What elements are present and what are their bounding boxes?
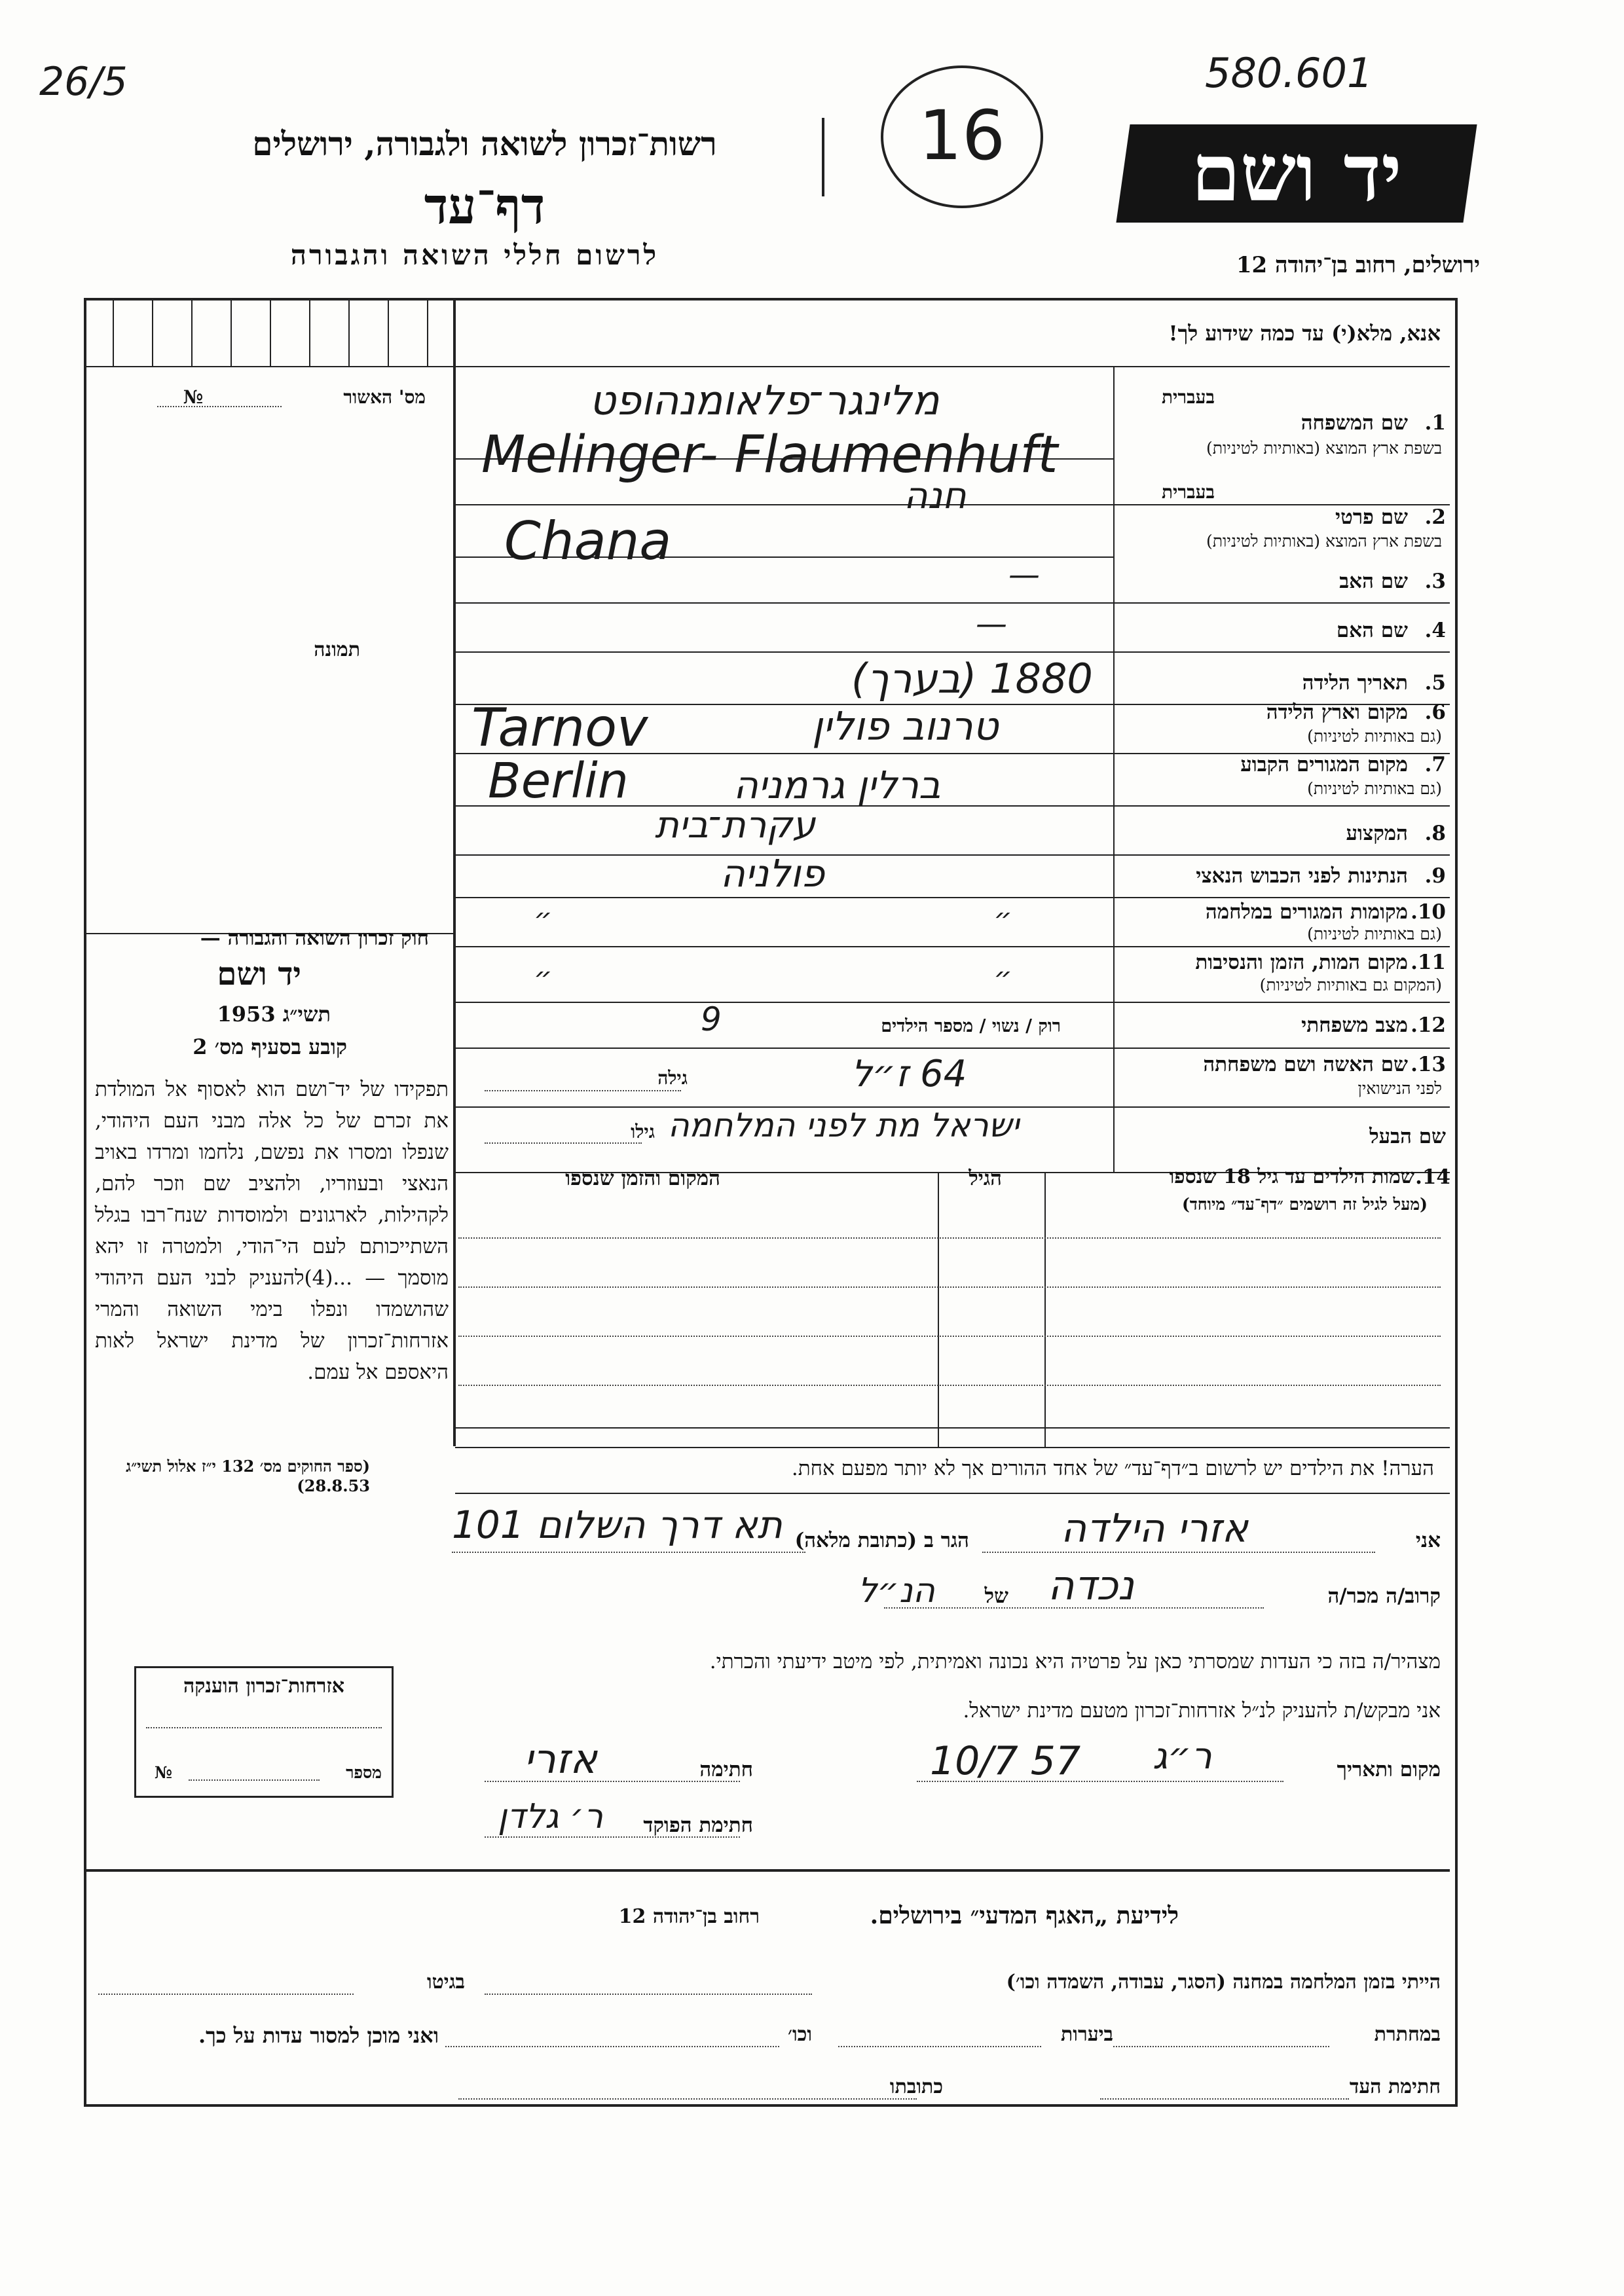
children-num: 14. (1415, 1165, 1450, 1189)
field-1-label: שם המשפחה (1301, 411, 1408, 435)
field-12-inline: רוק / נשוי / מספר הילדים (881, 1016, 1061, 1036)
logo-text: יד ושם (1191, 127, 1402, 219)
decl-relation: נכדה (1048, 1561, 1134, 1609)
law-title: חוק זכרון השואה והגבורה — (200, 926, 429, 950)
decl-of-value: הנ״ל (858, 1571, 935, 1611)
law-body: תפקידו של יד־ושם הוא לאסוף אל המולדת את זכרם של כל אלה מבני העם היהודי, שנפלו ומסרו את נפשם, נלחמו ומרדו באויב הנאצי ובעוזריו, ולהציב שם וזכר להם, לקהילות, לארגונים ולמוסדות שנח־רבו בגלל השתייכותם לעם הי־הודי, ולמטרה זו יהא מוסמך — ...(4)להעניק לבני העם היהודי שהושמדו ונפלו בימי השואה והמרי אזרחות־זכרון של מדינת ישראל לאות היאספם אל עמם. (95, 1078, 449, 1384)
decl-place: ר״ג (1153, 1735, 1212, 1777)
field-6-value-lat: Tarnov (471, 697, 648, 758)
address: ירושלים, רחוב בן־יהודה 12 (1236, 252, 1480, 278)
photo-label: תמונה (314, 638, 360, 661)
form-title: דף־עד (424, 177, 545, 235)
field-7-value-heb: ברלין גרמניה (733, 763, 941, 807)
bottom-line2-underground: במחתרת (1374, 2023, 1441, 2046)
instruction: אנא, מלא(י) עד כמה שידוע לך! (1168, 321, 1441, 346)
field-8-value: עקרת־בית (655, 804, 816, 847)
bottom-address: רחוב בן־יהודה 12 (618, 1905, 760, 1928)
field-4-num: 4. (1424, 619, 1446, 642)
citizenship-box (134, 1666, 394, 1798)
field-6-value-heb: טרנוב פולין (812, 704, 999, 750)
field-5-num: 5. (1424, 671, 1446, 695)
field-1-num: 1. (1424, 411, 1446, 435)
decl-name: אזרי הילדה (1061, 1506, 1248, 1552)
decl-signature: אזרי (524, 1735, 597, 1783)
bottom-line2-forests: ביערות (1060, 2023, 1113, 2046)
field-8-label: המקצוע (1346, 822, 1408, 845)
field-13-label: שם האשה ושם משפחתה (1203, 1053, 1408, 1076)
field-2-label: שם פרטי (1335, 505, 1408, 529)
field-10-label: מקומות המגורים במלחמה (1205, 900, 1408, 924)
field-11-label: מקום המות, הזמן והנסיבות (1195, 951, 1408, 974)
husband-value: ישראל מת לפני המלחמה (668, 1106, 1020, 1144)
right-code-note: 580.601 (1205, 49, 1373, 97)
citizenship-label: אזרחות־זכרון הוענקה (183, 1675, 345, 1698)
field-13-value: 64 ז״ל (851, 1053, 967, 1095)
field-10-sub: (גם באותיות לטיניות) (1307, 924, 1442, 943)
tick-strip (86, 301, 453, 366)
decl-signature-label: חתימה (699, 1758, 753, 1781)
law-org: יד ושם (217, 956, 301, 993)
bottom-title: לידיעת „האגף המדעי״ בירושלים. (870, 1902, 1179, 1929)
children-age-col: הגיל (969, 1167, 1002, 1190)
decl-i-label: אני (1415, 1529, 1441, 1552)
field-13-age-label: גילה (657, 1067, 688, 1089)
approval-label: מס' האשור (343, 386, 426, 408)
law-year: תשי״ג 1953 (217, 1002, 331, 1027)
bottom-line2-etc: וכו׳ (788, 2023, 812, 2046)
remark: הערה! את הילדים יש לרשום ב״דף־עד״ של אחד ההורים אך לא יותר מפעם אחת. (791, 1457, 1434, 1480)
field-12-value: 9 (701, 1000, 722, 1038)
field-2-value-heb: חנה (904, 475, 967, 517)
bottom-line1-ghetto: בגיטו (426, 1971, 465, 1994)
field-12-num: 12. (1411, 1013, 1446, 1037)
field-3-num: 3. (1424, 570, 1446, 593)
field-6-label: מקום וארץ הלידה (1266, 701, 1408, 724)
approval-number-sign: № (183, 386, 203, 408)
field-13-sub: לפני הנישואין (1357, 1079, 1442, 1098)
decl-request: אני מבקש/ת להעניק לנ״ל אזרחות־זכרון מטעם מדינת ישראל. (963, 1699, 1441, 1722)
field-1-value-heb: מלינגר־פלאומנהופט (589, 376, 940, 424)
field-4-label: שם האם (1336, 619, 1408, 642)
bottom-line2-testimony: ואני מוכן למסור עדות על כך. (198, 2023, 439, 2048)
field-4-value: — (976, 606, 1007, 642)
form-subtitle: לרשום חללי השואה והגבורה (290, 239, 659, 271)
decl-official-label: חתימת הפוקד (643, 1813, 753, 1837)
circled-number-text: 16 (918, 96, 1006, 175)
decl-place-date-label: מקום ותאריך (1337, 1758, 1441, 1781)
field-10-value: ״ ״ (534, 902, 1012, 936)
decl-resides-label: הגר ב (כתובת מלאה) (794, 1529, 969, 1552)
instruction-line (86, 366, 1450, 367)
field-2-value-lat: Chana (504, 511, 672, 572)
field-12-label: מצב משפחתי (1301, 1013, 1408, 1037)
children-place-col: המקום והזמן שנספו (565, 1167, 720, 1190)
field-7-num: 7. (1424, 753, 1446, 776)
label-column-divider (1113, 367, 1115, 1172)
field-1-value-lat: Melinger- Flaumenhuft (481, 426, 1058, 484)
field-9-num: 9. (1424, 864, 1446, 888)
decl-statement: מצהיר/ה בזה כי העדות שמסרתי כאן על פרטיה היא נכונה ואמיתית, לפי מיטב ידיעתי והכרתי. (709, 1650, 1441, 1673)
logo (1116, 124, 1477, 223)
field-7-value-lat: Berlin (488, 753, 629, 809)
field-9-value: פולניה (720, 851, 825, 896)
field-6-num: 6. (1424, 701, 1446, 724)
children-note: (מעל לגיל זה רושמים ״דף־עד״ מיוחד) (1181, 1195, 1428, 1214)
field-10-num: 10. (1411, 900, 1446, 924)
field-7-sub: (גם באותיות לטיניות) (1307, 779, 1442, 798)
left-column-divider (453, 301, 456, 1446)
field-2-sub: בשפת ארץ המוצא (באותיות לטיניות) (1206, 532, 1442, 551)
decl-of-label: של (984, 1584, 1008, 1608)
decl-official-signature: ר׳ גלדן (498, 1797, 604, 1836)
decl-relative-label: קרוב/ה מכר/ה (1327, 1584, 1441, 1608)
law-source: (ספר החוקים מס׳ 132 י״ז אלול תשי״ג 28.8.53) (126, 1457, 370, 1495)
field-13-num: 13. (1411, 1053, 1446, 1076)
bottom-line1-camp: הייתי בזמן המלחמה במחנה (הסגר, עבודה, השמדה וכו׳) (1006, 1971, 1441, 1994)
field-11-num: 11. (1411, 951, 1446, 974)
field-11-sub: (המקום גם באותיות לטיניות) (1259, 975, 1442, 994)
field-5-label: תאריך הלידה (1302, 671, 1408, 695)
field-1-heb-tag: בעברית (1161, 386, 1215, 408)
field-3-label: שם האב (1339, 570, 1408, 593)
decl-address: תא דרך השלום 101 (452, 1503, 783, 1547)
header-bar (822, 118, 824, 196)
field-8-num: 8. (1424, 822, 1446, 845)
field-7-label: מקום המגורים הקבוע (1240, 753, 1408, 776)
bottom-line3-witness-sig: חתימת העד (1349, 2075, 1441, 2098)
husband-label: שם הבעל (1369, 1125, 1446, 1148)
decl-date: 10/7 57 (930, 1738, 1081, 1784)
field-2-heb-tag: בעברית (1161, 481, 1215, 503)
husband-age-label: גילו (631, 1121, 655, 1142)
field-2-num: 2. (1424, 505, 1446, 529)
children-title: שמות הילדים עד גיל 18 שנספו (1169, 1165, 1414, 1188)
field-11-value: ״ ״ (534, 961, 1012, 994)
authority-title: רשות־זכרון לשואה ולגבורה, ירושלים (252, 124, 717, 163)
field-3-value: — (1008, 556, 1040, 593)
law-clause: קובע בסעיף מס׳ 2 (193, 1034, 347, 1059)
citizenship-number-label: מספר (346, 1763, 382, 1782)
field-6-sub: (גם באותיות לטיניות) (1307, 727, 1442, 746)
field-9-label: הנתינות לפני הכבוש הנאצי (1196, 864, 1408, 888)
bottom-line3-address: כתובתו (889, 2075, 943, 2098)
field-1-sub: בשפת ארץ המוצא (באותיות לטיניות) (1206, 439, 1442, 458)
field-5-value: 1880 (בערך) (851, 655, 1093, 702)
circled-number (881, 65, 1043, 208)
left-code-note: 26/5 (39, 59, 128, 105)
citizenship-number-sign: № (154, 1763, 172, 1782)
